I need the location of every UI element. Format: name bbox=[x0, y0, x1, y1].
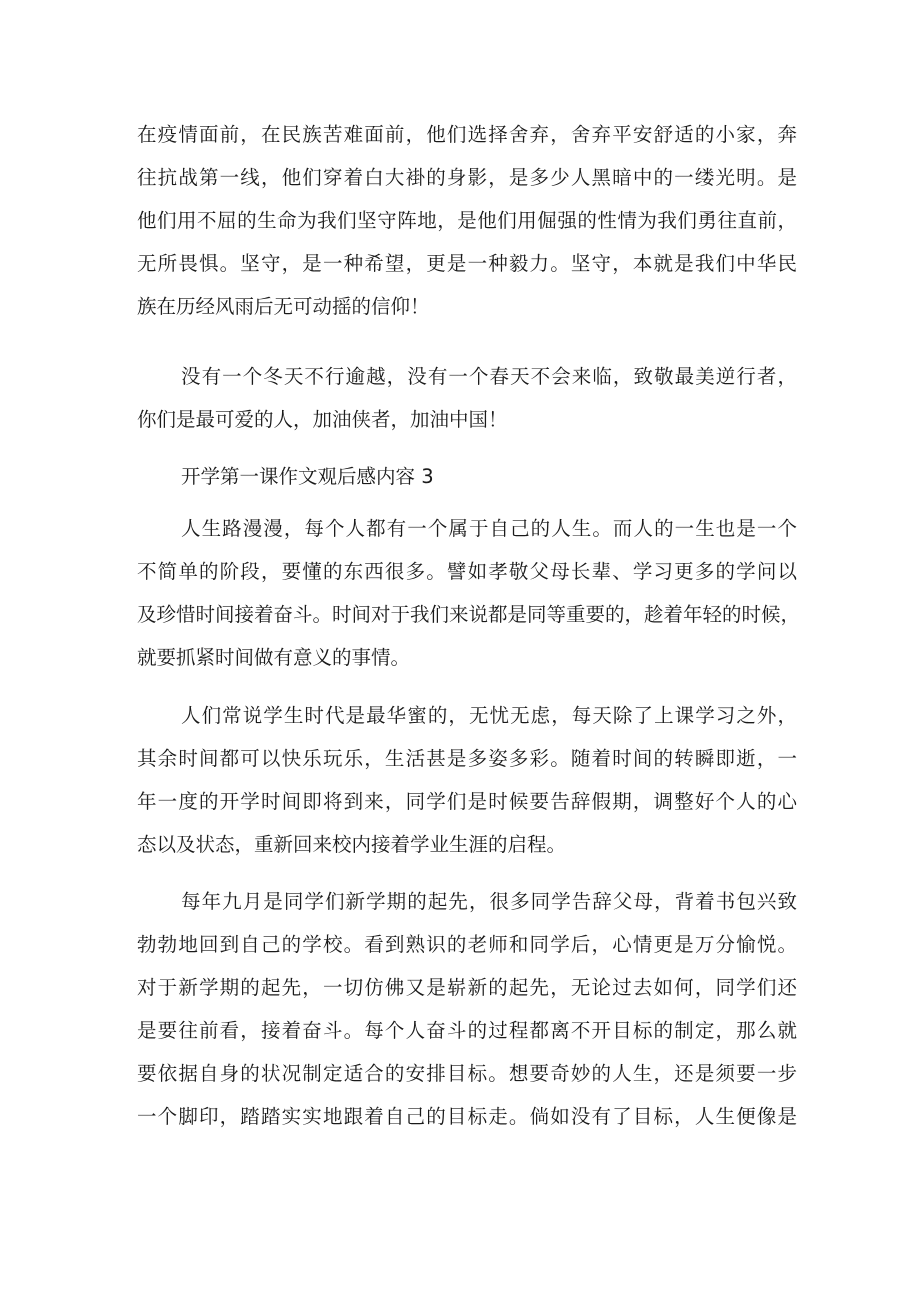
paragraph-line: 在疫情面前，在民族苦难面前，他们选择舍弃，舍弃平安舒适的小家，奔 bbox=[137, 123, 797, 146]
paragraph-line: 及珍惜时间接着奋斗。时间对于我们来说都是同等重要的，趁着年轻的时候， bbox=[137, 603, 801, 626]
paragraph-5 bbox=[137, 880, 797, 1138]
paragraph-line: 你们是最可爱的人，加油侠者，加油中国！ bbox=[137, 408, 508, 431]
paragraph-line: 没有一个冬天不行逾越，没有一个春天不会来临，致敬最美逆行者， bbox=[181, 365, 797, 388]
paragraph-line: 人们常说学生时代是最华蜜的，无忧无虑，每天除了上课学习之外， bbox=[181, 704, 797, 727]
paragraph-line: 一个脚印，踏踏实实地跟着自己的目标走。倘如没有了目标，人生便像是 bbox=[137, 1105, 797, 1128]
paragraph-line: 其余时间都可以快乐玩乐，生活甚是多姿多彩。随着时间的转瞬即逝，一 bbox=[137, 747, 797, 770]
paragraph-line: 人生路漫漫，每个人都有一个属于自己的人生。而人的一生也是一个 bbox=[181, 517, 797, 540]
paragraph-line: 无所畏惧。坚守，是一种希望，更是一种毅力。坚守，本就是我们中华民 bbox=[137, 252, 797, 275]
paragraph-line: 要依据自身的状况制定适合的安排目标。想要奇妙的人生，还是须要一步 bbox=[137, 1062, 797, 1085]
paragraph-3 bbox=[137, 507, 801, 679]
paragraph-2 bbox=[137, 355, 797, 441]
paragraph-line: 态以及状态，重新回来校内接着学业生涯的启程。 bbox=[137, 833, 567, 856]
section-heading bbox=[137, 455, 797, 498]
paragraph-line: 每年九月是同学们新学期的起先，很多同学告辞父母，背着书包兴致 bbox=[181, 890, 797, 913]
paragraph-line: 族在历经风雨后无可动摇的信仰！ bbox=[137, 295, 430, 318]
paragraph-line: 他们用不屈的生命为我们坚守阵地，是他们用倔强的性情为我们勇往直前， bbox=[137, 209, 797, 232]
paragraph-line: 不简单的阶段，要懂的东西很多。譬如孝敬父母长辈、学习更多的学问以 bbox=[137, 560, 797, 583]
paragraph-1 bbox=[137, 113, 797, 328]
paragraph-line: 勃勃地回到自己的学校。看到熟识的老师和同学后，心情更是万分愉悦。 bbox=[137, 933, 797, 956]
paragraph-4 bbox=[137, 694, 797, 866]
paragraph-line: 就要抓紧时间做有意义的事情。 bbox=[137, 646, 411, 669]
paragraph-line: 往抗战第一线，他们穿着白大褂的身影，是多少人黑暗中的一缕光明。是 bbox=[137, 166, 797, 189]
paragraph-line: 年一度的开学时间即将到来，同学们是时候要告辞假期，调整好个人的心 bbox=[137, 790, 797, 813]
heading-text: 开学第一课作文观后感内容 3 bbox=[181, 465, 434, 488]
paragraph-line: 是要往前看，接着奋斗。每个人奋斗的过程都离不开目标的制定，那么就 bbox=[137, 1019, 797, 1042]
paragraph-line: 对于新学期的起先，一切仿佛又是崭新的起先，无论过去如何，同学们还 bbox=[137, 976, 797, 999]
